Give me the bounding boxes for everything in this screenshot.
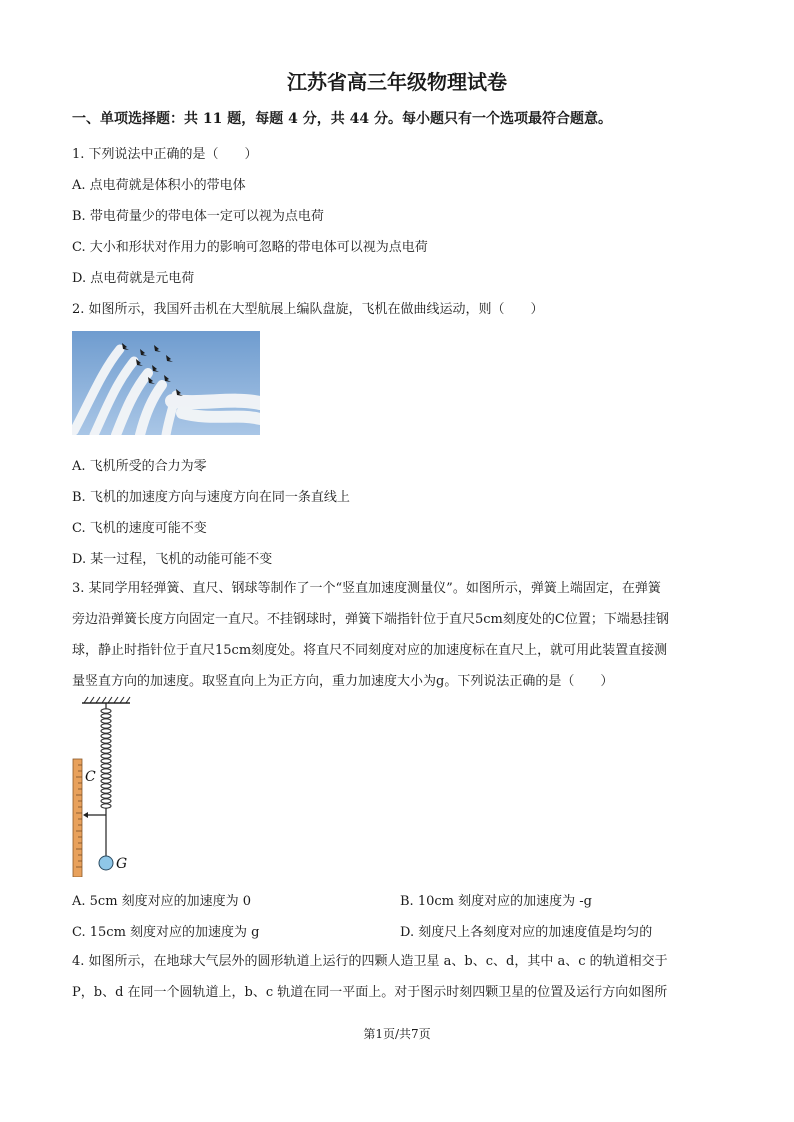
q1-option-d: D. 点电荷就是元电荷 bbox=[72, 271, 195, 286]
q3-option-b: B. 10cm 刻度对应的加速度为 -g bbox=[400, 894, 592, 909]
steel-ball bbox=[99, 856, 113, 870]
q3-line-4: 量竖直方向的加速度。取竖直向上为正方向，重力加速度大小为g。下列说法正确的是（ ） bbox=[72, 674, 614, 689]
page-title: 江苏省高三年级物理试卷 bbox=[287, 70, 507, 94]
fighter-jets-photo bbox=[72, 331, 260, 435]
q3-option-d: D. 刻度尺上各刻度对应的加速度值是均匀的 bbox=[400, 925, 653, 940]
q3-line-3: 球，静止时指针位于直尺15cm刻度处。将直尺不同刻度对应的加速度标在直尺上，就可用此装置直接测 bbox=[72, 643, 668, 658]
q2-option-c: C. 飞机的速度可能不变 bbox=[72, 521, 207, 536]
question-3-stem bbox=[72, 573, 722, 697]
ruler bbox=[73, 759, 82, 877]
q3-line-1: 3. 某同学用轻弹簧、直尺、钢球等制作了一个“竖直加速度测量仪”。如图所示，弹簧上端固定，在弹簧 bbox=[72, 581, 661, 596]
q3-line-2: 旁边沿弹簧长度方向固定一直尺。不挂钢球时，弹簧下端指针位于直尺5cm刻度处的C位置；下端悬挂钢 bbox=[72, 612, 669, 627]
q1-option-a: A. 点电荷就是体积小的带电体 bbox=[72, 178, 246, 193]
question-1-stem: 1. 下列说法中正确的是（ ） bbox=[72, 147, 258, 162]
label-c: C bbox=[85, 769, 96, 785]
q3-option-c: C. 15cm 刻度对应的加速度为 g bbox=[72, 925, 260, 940]
question-4-stem bbox=[72, 946, 722, 1008]
label-g: G bbox=[116, 856, 128, 872]
q4-line-2: P，b、d 在同一个圆轨道上，b、c 轨道在同一平面上。对于图示时刻四颗卫星的位置及运行方向如图所 bbox=[72, 985, 668, 1000]
section-header: 一、单项选择题：共 11 题，每题 4 分，共 44 分。每小题只有一个选项最符合题意。 bbox=[72, 111, 612, 127]
q1-option-b: B. 带电荷量少的带电体一定可以视为点电荷 bbox=[72, 209, 324, 224]
q2-option-b: B. 飞机的加速度方向与速度方向在同一条直线上 bbox=[72, 490, 350, 505]
spring-coils bbox=[101, 709, 111, 808]
q2-option-d: D. 某一过程，飞机的动能可能不变 bbox=[72, 552, 273, 567]
q3-option-a: A. 5cm 刻度对应的加速度为 0 bbox=[72, 894, 252, 909]
q1-option-c: C. 大小和形状对作用力的影响可忽略的带电体可以视为点电荷 bbox=[72, 240, 428, 255]
q4-line-1: 4. 如图所示，在地球大气层外的圆形轨道上运行的四颗人造卫星 a、b、c、d，其中 a、c 的轨道相交于 bbox=[72, 954, 668, 969]
q2-option-a: A. 飞机所受的合力为零 bbox=[72, 459, 207, 474]
spring-accelerometer-diagram bbox=[68, 695, 140, 877]
page-footer: 第1页/共7页 bbox=[363, 1027, 431, 1041]
question-2-stem: 2. 如图所示，我国歼击机在大型航展上编队盘旋，飞机在做曲线运动，则（ ） bbox=[72, 302, 544, 317]
